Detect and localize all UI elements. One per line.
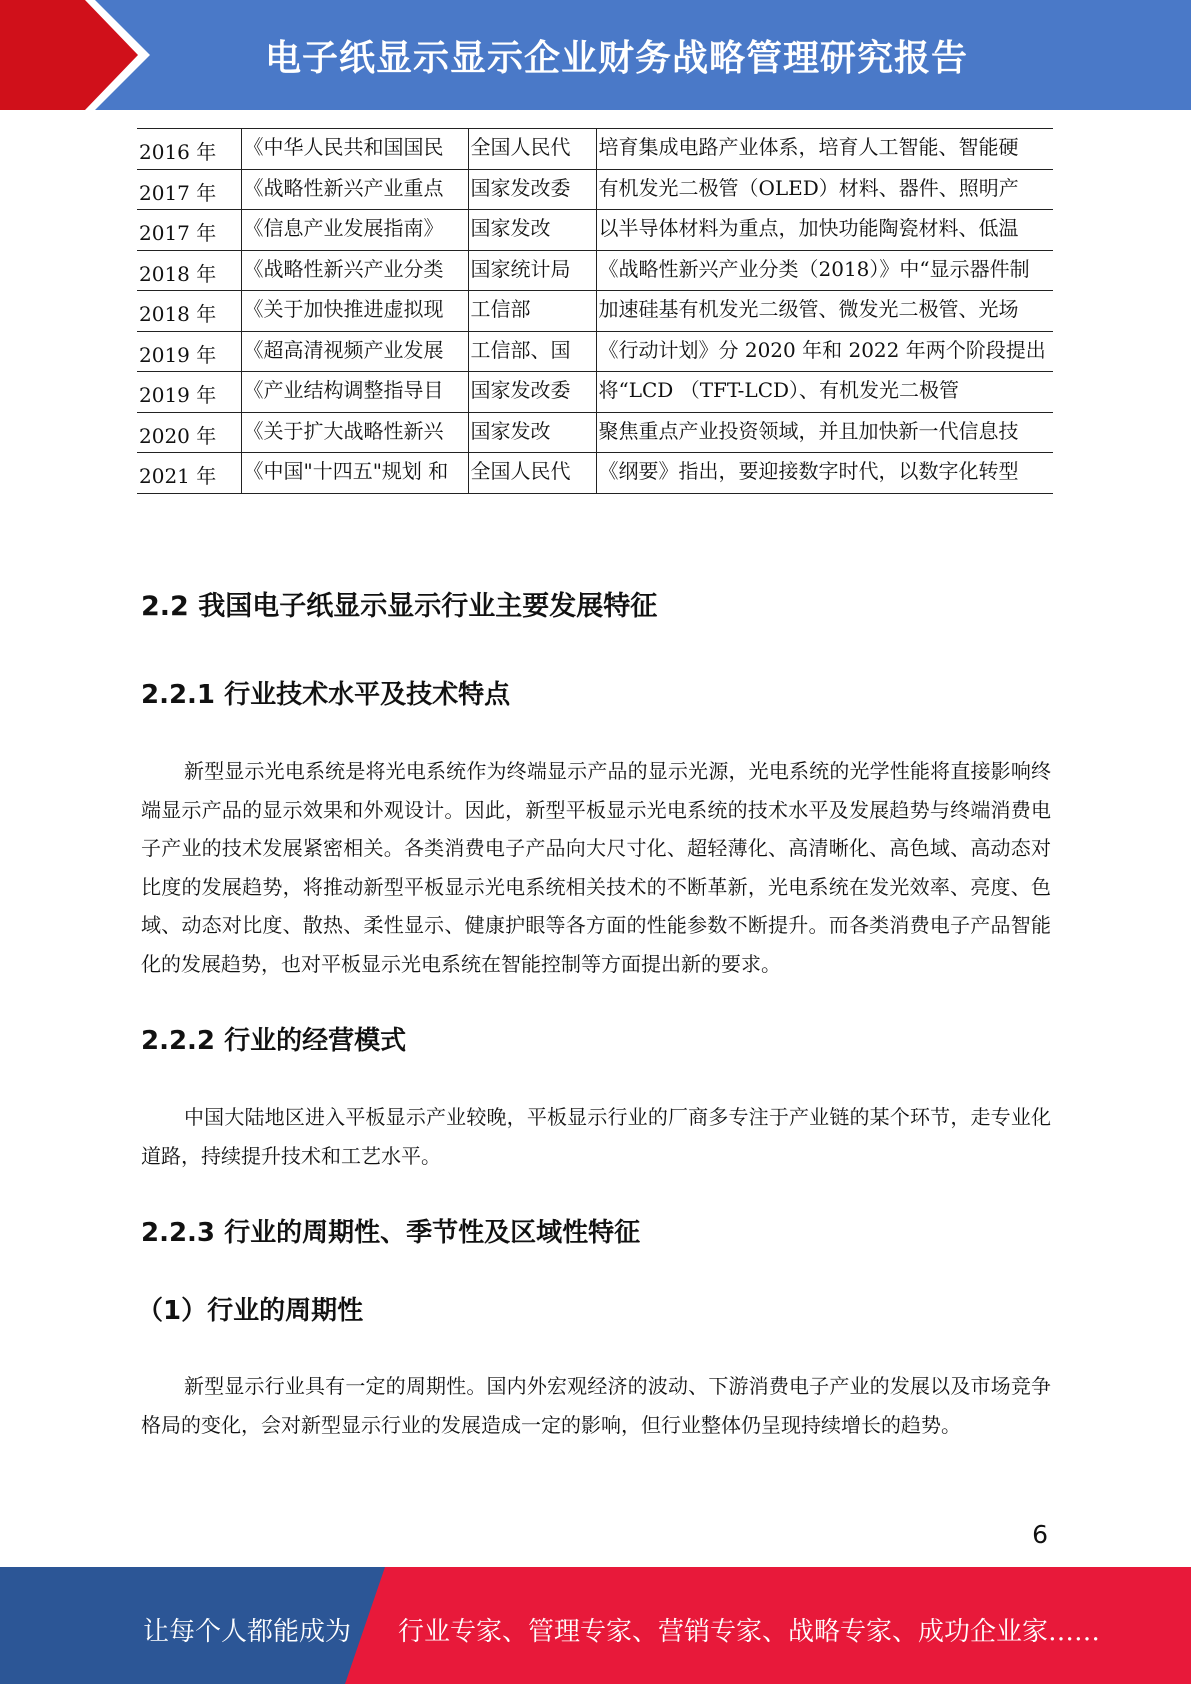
- policy-content-cell: 《战略性新兴产业分类（2018）》中“显示器件制: [596, 250, 1053, 291]
- policy-name-cell: 《产业结构调整指导目: [241, 372, 468, 413]
- page-header: [0, 0, 1191, 110]
- policy-content-cell: 聚焦重点产业投资领域，并且加快新一代信息技: [596, 412, 1053, 453]
- policy-department-cell: 国家发改委: [468, 169, 596, 210]
- policy-table-row: [137, 331, 1053, 372]
- policy-department-cell: 国家统计局: [468, 250, 596, 291]
- section-heading-2-2-3: 2.2.3 行业的周期性、季节性及区域性特征: [141, 1218, 641, 1248]
- page-footer: [0, 1567, 1191, 1684]
- policy-name-cell: 《关于扩大战略性新兴: [241, 412, 468, 453]
- policy-content-cell: 将“LCD （TFT-LCD）、有机发光二极管: [596, 372, 1053, 413]
- policy-year-cell: 2017 年: [137, 169, 241, 210]
- policy-name-cell: 《战略性新兴产业重点: [241, 169, 468, 210]
- policy-department-cell: 国家发改: [468, 412, 596, 453]
- policy-table-row: [137, 129, 1053, 170]
- policy-year-cell: 2021 年: [137, 453, 241, 494]
- paragraph-tech-level: 新型显示光电系统是将光电系统作为终端显示产品的显示光源，光电系统的光学性能将直接影响终端显示产品的显示效果和外观设计。因此，新型平板显示光电系统的技术水平及发展趋势与终端消费电子产业的技术发展紧密相关。各类消费电子产品向大尺寸化、超轻薄化、高清晰化、高色域、高动态对比度的发展趋势，将推动新型平板显示光电系统相关技术的不断革新，光电系统在发光效率、亮度、色域、动态对比度、散热、柔性显示、健康护眼等各方面的性能参数不断提升。而各类消费电子产品智能化的发展趋势，也对平板显示光电系统在智能控制等方面提出新的要求。: [141, 759, 1051, 976]
- section-heading-2-2: 2.2 我国电子纸显示显示行业主要发展特征: [141, 591, 658, 622]
- policy-table: [137, 128, 1053, 494]
- page-number: 6: [1032, 1520, 1048, 1549]
- sub-heading-cyclicality: （1）行业的周期性: [137, 1296, 364, 1326]
- policy-table-row: [137, 250, 1053, 291]
- policy-year-cell: 2019 年: [137, 372, 241, 413]
- policy-table-row: [137, 453, 1053, 494]
- policy-department-cell: 国家发改: [468, 210, 596, 251]
- policy-name-cell: 《战略性新兴产业分类: [241, 250, 468, 291]
- policy-year-cell: 2016 年: [137, 129, 241, 170]
- policy-table-row: [137, 291, 1053, 332]
- policy-table-row: [137, 372, 1053, 413]
- policy-department-cell: 工信部: [468, 291, 596, 332]
- policy-content-cell: 培育集成电路产业体系，培育人工智能、智能硬: [596, 129, 1053, 170]
- policy-year-cell: 2020 年: [137, 412, 241, 453]
- policy-content-cell: 加速硅基有机发光二级管、微发光二极管、光场: [596, 291, 1053, 332]
- policy-year-cell: 2019 年: [137, 331, 241, 372]
- section-heading-2-2-1: 2.2.1 行业技术水平及技术特点: [141, 680, 511, 710]
- policy-department-cell: 国家发改委: [468, 372, 596, 413]
- policy-year-cell: 2018 年: [137, 250, 241, 291]
- policy-name-cell: 《超高清视频产业发展: [241, 331, 468, 372]
- policy-table-row: [137, 412, 1053, 453]
- policy-department-cell: 全国人民代: [468, 129, 596, 170]
- report-title: 电子纸显示显示企业财务战略管理研究报告: [265, 38, 969, 79]
- policy-content-cell: 《纲要》指出，要迎接数字时代，以数字化转型: [596, 453, 1053, 494]
- policy-content-cell: 《行动计划》分 2020 年和 2022 年两个阶段提出: [596, 331, 1053, 372]
- policy-name-cell: 《信息产业发展指南》: [241, 210, 468, 251]
- footer-slogan-left: 让每个人都能成为: [143, 1617, 352, 1647]
- header-chevron-decoration: [0, 0, 150, 110]
- footer-slogan-right: 行业专家、管理专家、营销专家、战略专家、成功企业家……: [398, 1617, 1101, 1647]
- policy-name-cell: 《中华人民共和国国民: [241, 129, 468, 170]
- policy-year-cell: 2018 年: [137, 291, 241, 332]
- paragraph-business-model: 中国大陆地区进入平板显示产业较晚，平板显示行业的厂商多专注于产业链的某个环节，走专业化道路，持续提升技术和工艺水平。: [141, 1105, 1051, 1168]
- policy-name-cell: 《中国"十四五"规划 和: [241, 453, 468, 494]
- section-heading-2-2-2: 2.2.2 行业的经营模式: [141, 1026, 407, 1056]
- policy-table-row: [137, 210, 1053, 251]
- policy-name-cell: 《关于加快推进虚拟现: [241, 291, 468, 332]
- policy-content-cell: 有机发光二极管（OLED）材料、器件、照明产: [596, 169, 1053, 210]
- paragraph-cyclicality: 新型显示行业具有一定的周期性。国内外宏观经济的波动、下游消费电子产业的发展以及市场竞争格局的变化，会对新型显示行业的发展造成一定的影响，但行业整体仍呈现持续增长的趋势。: [141, 1374, 1051, 1437]
- policy-department-cell: 工信部、国: [468, 331, 596, 372]
- policy-table-row: [137, 169, 1053, 210]
- policy-year-cell: 2017 年: [137, 210, 241, 251]
- policy-content-cell: 以半导体材料为重点，加快功能陶瓷材料、低温: [596, 210, 1053, 251]
- policy-department-cell: 全国人民代: [468, 453, 596, 494]
